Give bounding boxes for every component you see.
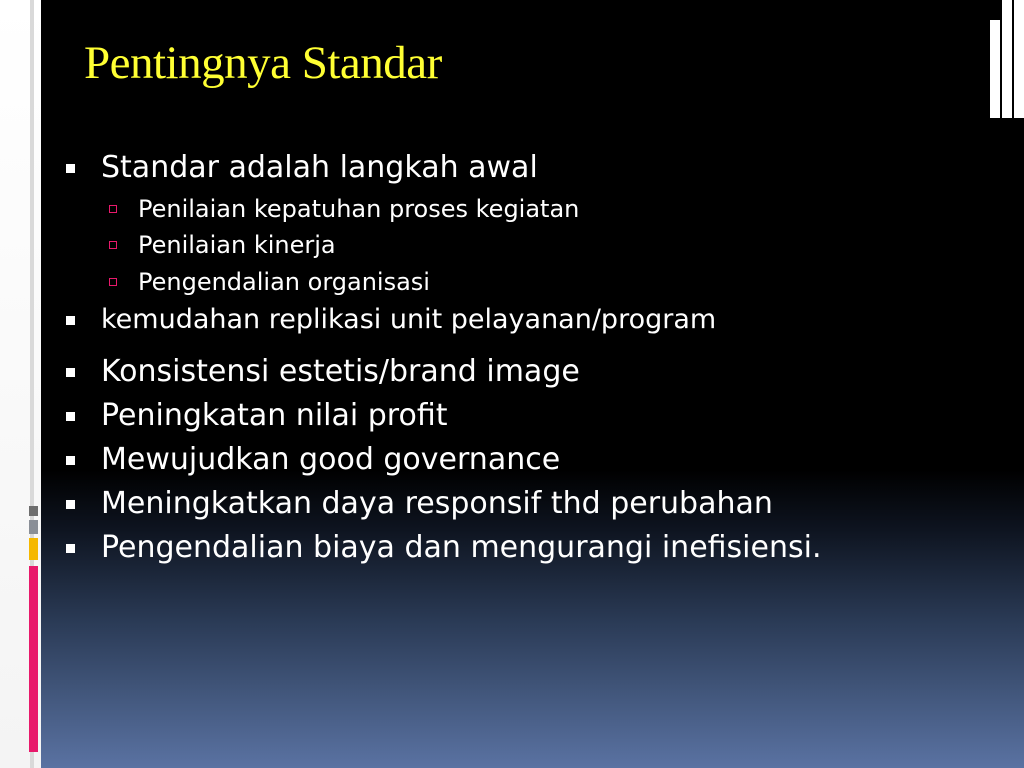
square-bullet-icon (66, 164, 75, 173)
bullet-text: Mewujudkan good governance (101, 442, 561, 477)
yellow-accent-block (29, 538, 38, 560)
bullet-text: Konsistensi estetis/brand image (101, 354, 580, 389)
square-bullet-icon (66, 316, 75, 325)
slide-title: Pentingnya Standar (84, 37, 442, 89)
sub-bullet-text: Penilaian kepatuhan proses kegiatan (138, 195, 580, 223)
gray-accent-block-2 (29, 520, 38, 534)
top-right-accent-bar-3 (1014, 0, 1024, 118)
bullet-text: Peningkatan nilai profit (101, 398, 448, 433)
top-right-accent-bar-2 (1002, 0, 1012, 118)
square-bullet-icon (66, 544, 75, 553)
pink-accent-bar (29, 566, 38, 752)
square-bullet-icon (66, 412, 75, 421)
square-bullet-icon (66, 456, 75, 465)
bullet-text: Pengendalian biaya dan mengurangi inefisiensi. (101, 530, 822, 565)
hollow-square-bullet-icon (109, 205, 117, 213)
square-bullet-icon (66, 500, 75, 509)
gray-accent-block (29, 506, 38, 516)
bullet-text: Standar adalah langkah awal (101, 150, 538, 185)
square-bullet-icon (66, 368, 75, 377)
bullet-text: Meningkatkan daya responsif thd perubahan (101, 486, 773, 521)
hollow-square-bullet-icon (109, 241, 117, 249)
bullet-text: kemudahan replikasi unit pelayanan/program (101, 304, 717, 335)
left-decorative-strip (0, 0, 41, 768)
top-right-accent-bar-1 (990, 20, 1000, 118)
hollow-square-bullet-icon (109, 278, 117, 286)
sub-bullet-text: Pengendalian organisasi (138, 268, 430, 296)
sub-bullet-text: Penilaian kinerja (138, 231, 336, 259)
